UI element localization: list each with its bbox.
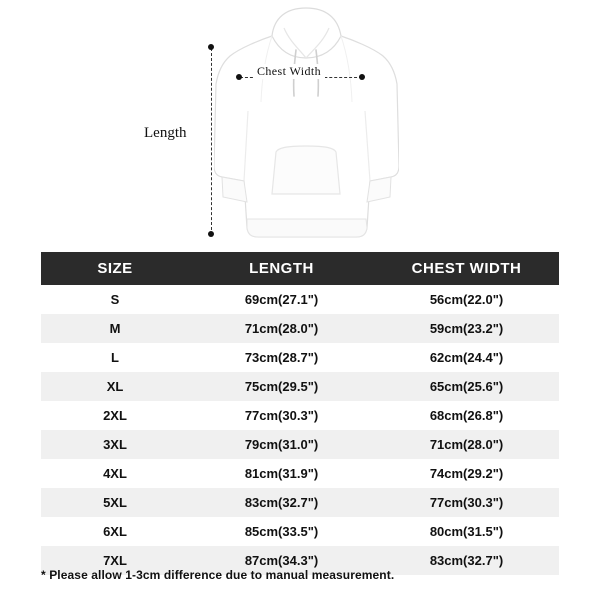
cell-size: S	[41, 285, 189, 314]
table-row	[41, 285, 559, 314]
cell-length: 75cm(29.5")	[189, 372, 374, 401]
cell-chest: 80cm(31.5")	[374, 517, 559, 546]
length-measure-dot-top	[208, 44, 214, 50]
cell-length: 77cm(30.3")	[189, 401, 374, 430]
cell-chest: 77cm(30.3")	[374, 488, 559, 517]
cell-chest: 83cm(32.7")	[374, 546, 559, 575]
length-label: Length	[144, 125, 187, 141]
cell-size: L	[41, 343, 189, 372]
column-header-length: LENGTH	[189, 252, 374, 285]
cell-chest: 62cm(24.4")	[374, 343, 559, 372]
measurement-footnote: * Please allow 1-3cm difference due to manual measurement.	[41, 568, 395, 582]
cell-length: 73cm(28.7")	[189, 343, 374, 372]
table-row	[41, 459, 559, 488]
cell-size: 5XL	[41, 488, 189, 517]
table-row	[41, 517, 559, 546]
cell-chest: 71cm(28.0")	[374, 430, 559, 459]
cell-chest: 56cm(22.0")	[374, 285, 559, 314]
cell-length: 83cm(32.7")	[189, 488, 374, 517]
hoodie-icon	[214, 6, 399, 244]
cell-length: 85cm(33.5")	[189, 517, 374, 546]
cell-chest: 65cm(25.6")	[374, 372, 559, 401]
cell-size: 7XL	[41, 546, 189, 575]
cell-length: 71cm(28.0")	[189, 314, 374, 343]
garment-illustration	[0, 0, 600, 252]
table-header	[41, 252, 559, 285]
cell-size: 4XL	[41, 459, 189, 488]
length-measure-line	[211, 48, 212, 235]
cell-length: 69cm(27.1")	[189, 285, 374, 314]
cell-size: M	[41, 314, 189, 343]
chest-measure-dot-right	[359, 74, 365, 80]
table-row	[41, 343, 559, 372]
cell-chest: 68cm(26.8")	[374, 401, 559, 430]
cell-length: 81cm(31.9")	[189, 459, 374, 488]
table-row	[41, 372, 559, 401]
column-header-chest-width: CHEST WIDTH	[374, 252, 559, 285]
table-row	[41, 488, 559, 517]
cell-size: 3XL	[41, 430, 189, 459]
cell-size: 6XL	[41, 517, 189, 546]
cell-chest: 59cm(23.2")	[374, 314, 559, 343]
chest-width-label: Chest Width	[253, 64, 325, 79]
cell-size: XL	[41, 372, 189, 401]
table-header-row	[41, 252, 559, 285]
chest-measure-dot-left	[236, 74, 242, 80]
column-header-size: SIZE	[41, 252, 189, 285]
cell-length: 79cm(31.0")	[189, 430, 374, 459]
table-row	[41, 401, 559, 430]
cell-size: 2XL	[41, 401, 189, 430]
table-row	[41, 430, 559, 459]
size-table-container	[41, 252, 559, 575]
cell-chest: 74cm(29.2")	[374, 459, 559, 488]
size-table	[41, 252, 559, 575]
length-measure-dot-bottom	[208, 231, 214, 237]
table-body	[41, 285, 559, 575]
cell-length: 87cm(34.3")	[189, 546, 374, 575]
table-row	[41, 314, 559, 343]
